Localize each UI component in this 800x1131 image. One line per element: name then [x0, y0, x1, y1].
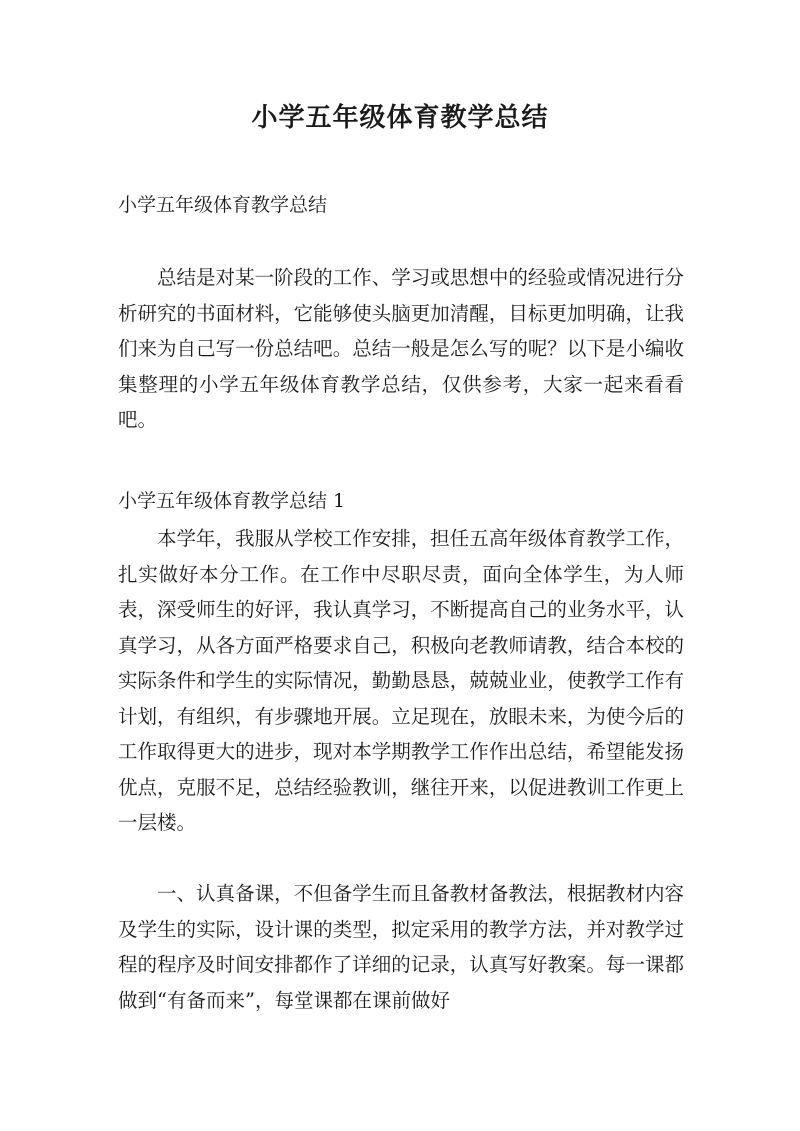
- intro-paragraph: 总结是对某一阶段的工作、学习或思想中的经验或情况进行分析研究的书面材料，它能够使头脑更加清醒，目标更加明确，让我们来为自己写一份总结吧。总结一般是怎么写的呢？以下是小编收集整理的小学五年级体育教学总结，仅供参考，大家一起来看看吧。: [118, 266, 684, 431]
- section-heading: 小学五年级体育教学总结 1: [118, 490, 346, 512]
- document-subtitle: 小学五年级体育教学总结: [118, 194, 328, 216]
- body-paragraph: 一、认真备课，不但备学生而且备教材备教法，根据教材内容及学生的实际，设计课的类型，拟定采用的教学方法，并对教学过程的程序及时间安排都作了详细的记录，认真写好教案。每一课都做到“有备而来”，每堂课都在课前做好: [118, 882, 684, 1012]
- document-title: 小学五年级体育教学总结: [251, 103, 549, 133]
- body-paragraph: 本学年，我服从学校工作安排，担任五高年级体育教学工作，扎实做好本分工作。在工作中尽职尽责，面向全体学生，为人师表，深受师生的好评，我认真学习，不断提高自己的业务水平，认真学习，从各方面严格要求自己，积极向老教师请教，结合本校的实际条件和学生的实际情况，勤勤恳恳，兢兢业业，使教学工作有计划，有组织，有步骤地开展。立足现在，放眼未来，为使今后的工作取得更大的进步，现对本学期教学工作作出总结，希望能发扬优点，克服不足，总结经验教训，继往开来，以促进教训工作更上一层楼。: [118, 527, 684, 834]
